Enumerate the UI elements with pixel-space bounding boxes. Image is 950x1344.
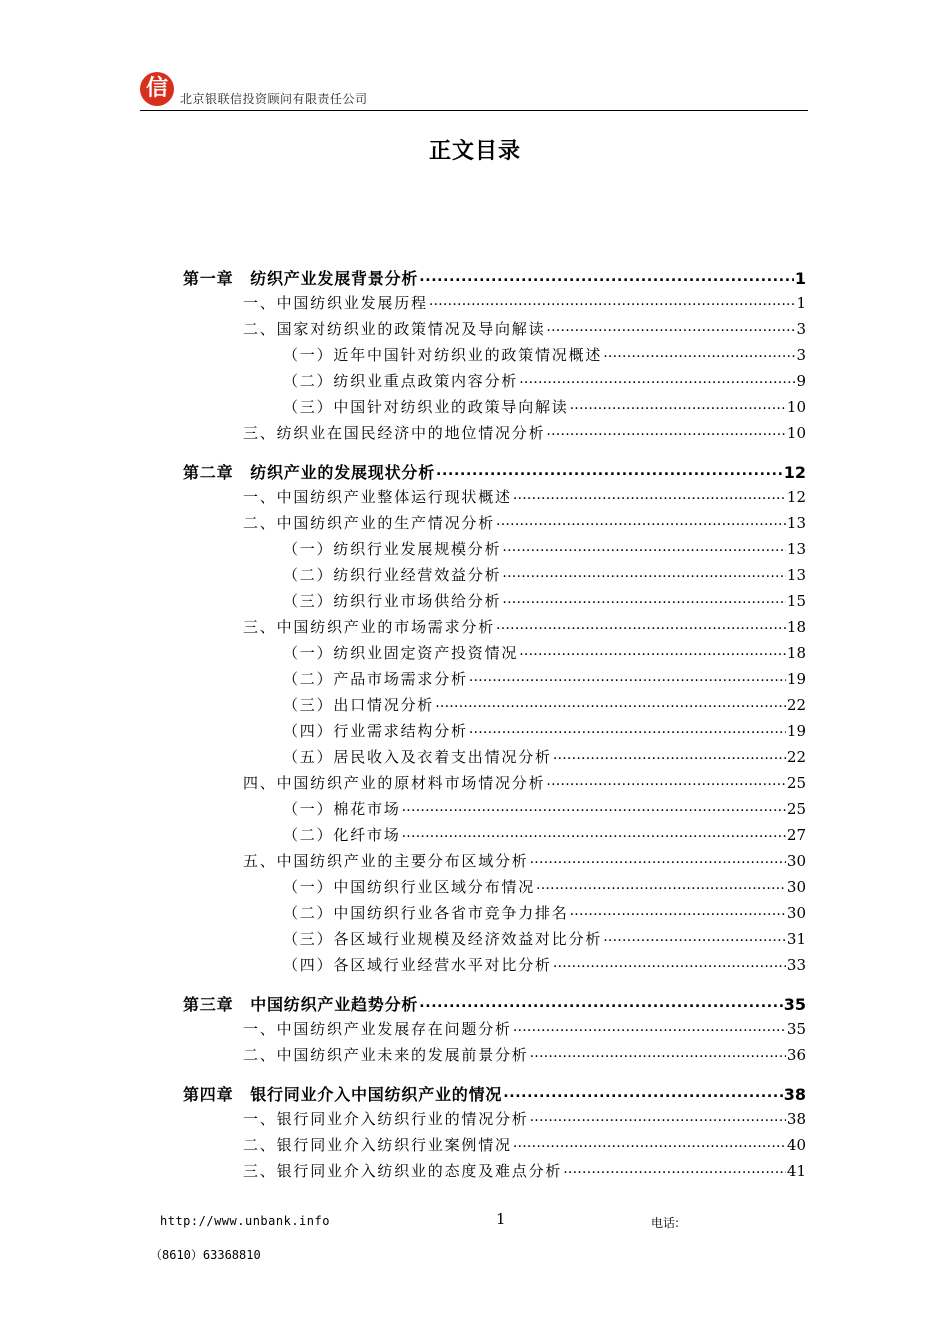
toc-chapter[interactable] [183, 460, 806, 482]
toc-entry-label: 五、中国纺织产业的主要分布区域分析 [243, 852, 529, 870]
toc-entry-page: 30 [786, 878, 806, 896]
toc-entry[interactable] [283, 720, 806, 742]
toc-entry-page: 3 [796, 320, 806, 338]
toc-entry-label: 一、中国纺织产业发展存在问题分析 [243, 1020, 512, 1038]
toc-entry-page: 33 [786, 956, 806, 974]
toc-leader-dots [513, 1134, 786, 1150]
toc-entry-page: 18 [786, 618, 806, 636]
page-header [140, 72, 808, 112]
toc-entry-label: （三）中国针对纺织业的政策导向解读 [283, 398, 569, 416]
toc-entry-label: （一）棉花市场 [283, 800, 401, 818]
toc-leader-dots [502, 538, 786, 554]
toc-entry[interactable] [283, 694, 806, 716]
toc-leader-dots [530, 1108, 786, 1124]
toc-entry[interactable] [243, 1018, 806, 1040]
toc-leader-dots [402, 798, 786, 814]
toc-entry-label: 二、中国纺织产业的生产情况分析 [243, 514, 496, 532]
toc-entry-page: 1 [794, 269, 806, 288]
toc-entry-page: 1 [796, 294, 806, 312]
toc-leader-dots [496, 616, 786, 632]
toc-entry-page: 25 [786, 774, 806, 792]
footer-url: http://www.unbank.info [160, 1214, 330, 1228]
toc-entry-page: 30 [786, 852, 806, 870]
toc-entry-label: （二）化纤市场 [283, 826, 401, 844]
toc-leader-dots [603, 928, 786, 944]
toc-entry-page: 22 [786, 696, 806, 714]
toc-leader-dots [553, 746, 786, 762]
toc-entry-page: 41 [786, 1162, 806, 1180]
toc-leader-dots [546, 422, 786, 438]
toc-entry[interactable] [283, 538, 806, 560]
toc-leader-dots [502, 590, 786, 606]
company-logo: 信 [140, 72, 174, 106]
toc-leader-dots [469, 720, 786, 736]
toc-entry[interactable] [243, 1108, 806, 1130]
toc-leader-dots [419, 268, 794, 284]
toc-entry[interactable] [283, 642, 806, 664]
toc-leader-dots [496, 512, 786, 528]
toc-entry-page: 13 [786, 514, 806, 532]
toc-entry-page: 10 [786, 424, 806, 442]
company-name: 北京银联信投资顾问有限责任公司 [180, 92, 368, 106]
toc-entry-label: （二）纺织行业经营效益分析 [283, 566, 502, 584]
toc-entry-label: （二）纺织业重点政策内容分析 [283, 372, 519, 390]
toc-entry-label: 一、中国纺织业发展历程 [243, 294, 428, 312]
toc-leader-dots [502, 564, 786, 580]
toc-entry-page: 12 [786, 488, 806, 506]
toc-entry-label: （三）纺织行业市场供给分析 [283, 592, 502, 610]
footer-phone: （8610）63368810 [150, 1248, 261, 1262]
toc-entry[interactable] [243, 292, 806, 314]
toc-entry-label: （三）各区域行业规模及经济效益对比分析 [283, 930, 603, 948]
toc-leader-dots [519, 642, 786, 658]
toc-entry[interactable] [283, 876, 806, 898]
toc-entry-page: 35 [786, 1020, 806, 1038]
toc-entry-label: 三、银行同业介入纺织业的态度及难点分析 [243, 1162, 563, 1180]
toc-entry[interactable] [283, 954, 806, 976]
toc-leader-dots [553, 954, 786, 970]
toc-entry-label: 二、银行同业介入纺织行业案例情况 [243, 1136, 512, 1154]
toc-entry[interactable] [283, 564, 806, 586]
toc-entry-label: 二、国家对纺织业的政策情况及导向解读 [243, 320, 546, 338]
toc-entry-page: 15 [786, 592, 806, 610]
toc-leader-dots [469, 668, 786, 684]
toc-entry[interactable] [283, 668, 806, 690]
toc-entry-label: 第三章 中国纺织产业趋势分析 [183, 995, 419, 1014]
footer-page-number: 1 [496, 1210, 506, 1228]
toc-entry-label: （一）近年中国针对纺织业的政策情况概述 [283, 346, 603, 364]
toc-leader-dots [603, 344, 795, 360]
toc-entry-label: （四）行业需求结构分析 [283, 722, 468, 740]
toc-entry-label: （二）中国纺织行业各省市竞争力排名 [283, 904, 569, 922]
toc-entry-page: 12 [783, 463, 806, 482]
toc-entry-page: 25 [786, 800, 806, 818]
toc-leader-dots [429, 292, 796, 308]
toc-entry[interactable] [283, 590, 806, 612]
toc-entry-page: 19 [786, 670, 806, 688]
toc-entry[interactable] [243, 616, 806, 638]
toc-leader-dots [513, 1018, 786, 1034]
toc-entry-label: 第四章 银行同业介入中国纺织产业的情况 [183, 1085, 503, 1104]
toc-entry[interactable] [243, 486, 806, 508]
toc-entry[interactable] [283, 344, 806, 366]
footer-phone-label: 电话: [651, 1216, 680, 1230]
toc-entry[interactable] [243, 422, 806, 444]
toc-leader-dots [519, 370, 795, 386]
toc-entry-page: 38 [783, 1085, 806, 1104]
toc-chapter[interactable] [183, 1082, 806, 1104]
toc-leader-dots [563, 1160, 786, 1176]
toc-entry-label: 一、银行同业介入纺织行业的情况分析 [243, 1110, 529, 1128]
toc-entry-label: 三、纺织业在国民经济中的地位情况分析 [243, 424, 546, 442]
toc-leader-dots [570, 396, 786, 412]
toc-entry-label: （五）居民收入及衣着支出情况分析 [283, 748, 552, 766]
toc-entry-label: （一）中国纺织行业区域分布情况 [283, 878, 536, 896]
toc-leader-dots [402, 824, 786, 840]
toc-entry-label: （四）各区域行业经营水平对比分析 [283, 956, 552, 974]
toc-leader-dots [503, 1084, 783, 1100]
toc-entry-label: 四、中国纺织产业的原材料市场情况分析 [243, 774, 546, 792]
toc-entry-page: 13 [786, 540, 806, 558]
toc-entry[interactable] [243, 318, 806, 340]
toc-entry-label: （二）产品市场需求分析 [283, 670, 468, 688]
toc-leader-dots [570, 902, 786, 918]
toc-leader-dots [530, 850, 786, 866]
toc-leader-dots [419, 994, 783, 1010]
toc-entry[interactable] [283, 798, 806, 820]
toc-entry-label: 三、中国纺织产业的市场需求分析 [243, 618, 496, 636]
toc-entry-page: 36 [786, 1046, 806, 1064]
toc-entry[interactable] [243, 850, 806, 872]
toc-entry-page: 35 [783, 995, 806, 1014]
toc-entry-label: （一）纺织行业发展规模分析 [283, 540, 502, 558]
toc-entry[interactable] [243, 1044, 806, 1066]
toc-entry-page: 19 [786, 722, 806, 740]
toc-entry-page: 9 [796, 372, 806, 390]
toc-entry[interactable] [283, 928, 806, 950]
toc-entry-label: 第二章 纺织产业的发展现状分析 [183, 463, 436, 482]
toc-chapter[interactable] [183, 266, 806, 288]
toc-entry-page: 10 [786, 398, 806, 416]
toc-entry-page: 22 [786, 748, 806, 766]
toc-entry-page: 31 [786, 930, 806, 948]
toc-entry[interactable] [283, 746, 806, 768]
toc-entry-label: （一）纺织业固定资产投资情况 [283, 644, 519, 662]
toc-chapter[interactable] [183, 992, 806, 1014]
page-title: 正文目录 [428, 139, 521, 164]
toc-leader-dots [435, 694, 786, 710]
toc-leader-dots [546, 318, 795, 334]
toc-entry-page: 38 [786, 1110, 806, 1128]
header-divider [140, 110, 808, 111]
toc-entry[interactable] [283, 902, 806, 924]
toc-entry[interactable] [283, 396, 806, 418]
toc-leader-dots [513, 486, 786, 502]
toc-leader-dots [546, 772, 786, 788]
toc-entry-page: 18 [786, 644, 806, 662]
toc-leader-dots [536, 876, 786, 892]
toc-entry-page: 13 [786, 566, 806, 584]
toc-entry-label: 一、中国纺织产业整体运行现状概述 [243, 488, 512, 506]
toc-entry-page: 40 [786, 1136, 806, 1154]
toc-entry[interactable] [283, 370, 806, 392]
toc-entry[interactable] [243, 1134, 806, 1156]
toc-entry-label: （三）出口情况分析 [283, 696, 435, 714]
toc-entry-label: 第一章 纺织产业发展背景分析 [183, 269, 419, 288]
toc-entry-page: 27 [786, 826, 806, 844]
toc-entry[interactable] [243, 1160, 806, 1182]
toc-entry[interactable] [243, 512, 806, 534]
toc-leader-dots [436, 462, 783, 478]
toc-entry-page: 3 [796, 346, 806, 364]
toc-entry-page: 30 [786, 904, 806, 922]
toc-entry[interactable] [243, 772, 806, 794]
toc-leader-dots [530, 1044, 786, 1060]
toc-entry-label: 二、中国纺织产业未来的发展前景分析 [243, 1046, 529, 1064]
toc-entry[interactable] [283, 824, 806, 846]
